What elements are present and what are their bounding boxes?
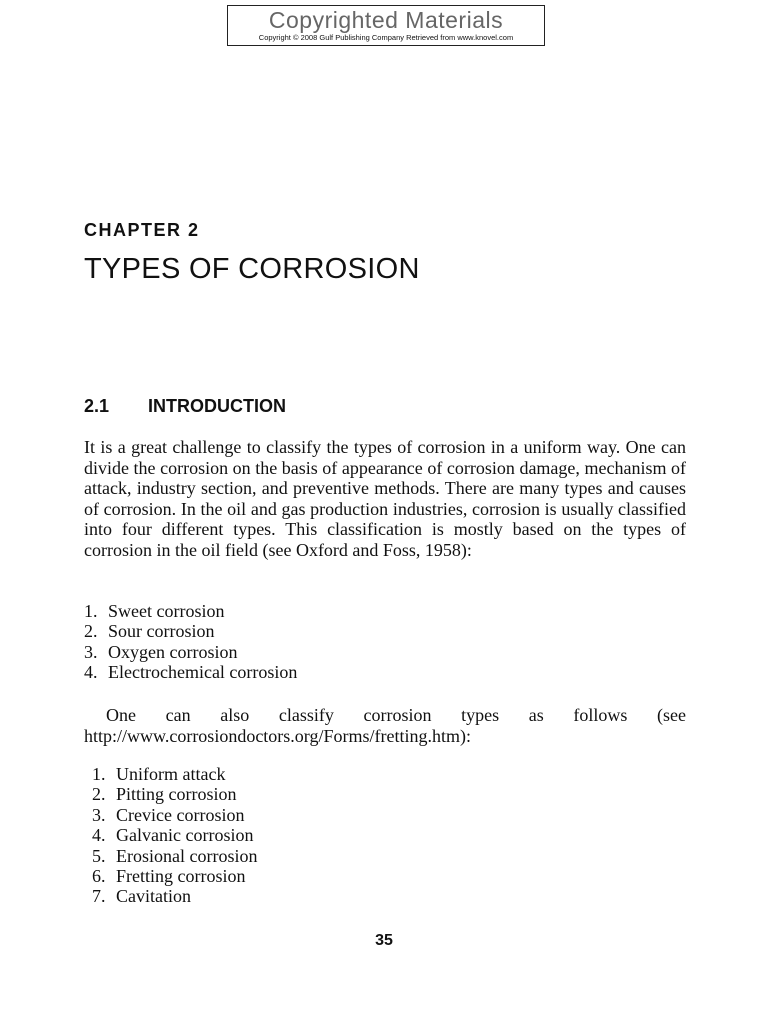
list-number: 4.	[84, 662, 98, 683]
section-title: INTRODUCTION	[148, 396, 286, 416]
list-number: 6.	[92, 866, 106, 887]
list-number: 5.	[92, 845, 106, 866]
list-number: 3.	[92, 804, 106, 825]
list-number: 2.	[92, 784, 106, 805]
intro-paragraph: It is a great challenge to classify the types of corrosion in a uniform way. One can divide the corrosion on the basis of appearance of corrosion damage, mechanism of attack, industry section, and preventive methods. There are many types and causes of corrosion. In the oil and gas production industries, corrosion is usually classified into four different types. This classification is mostly based on the types of corrosion in the oil field (see Oxford and Foss, 1958):	[84, 437, 686, 560]
list-item	[84, 642, 297, 662]
list-item	[92, 846, 257, 866]
copyright-stamp	[227, 5, 545, 46]
list-text: Electrochemical corrosion	[108, 662, 298, 683]
list-text: Cavitation	[116, 886, 191, 907]
list-item	[84, 601, 297, 621]
list-number: 4.	[92, 825, 106, 846]
oilfield-corrosion-list	[84, 601, 297, 683]
list-text: Crevice corrosion	[116, 804, 245, 825]
list-number: 7.	[92, 886, 106, 907]
list-number: 1.	[92, 764, 106, 784]
chapter-title: TYPES OF CORROSION	[84, 253, 420, 285]
page-number: 35	[375, 932, 393, 949]
list-item	[84, 621, 297, 641]
list-text: Sweet corrosion	[108, 601, 225, 621]
list-number: 2.	[84, 621, 98, 642]
general-corrosion-list	[92, 764, 257, 907]
list-number: 1.	[84, 601, 98, 621]
list-item	[92, 886, 257, 906]
list-item	[92, 764, 257, 784]
list-item	[92, 805, 257, 825]
list-item	[92, 784, 257, 804]
chapter-label: CHAPTER 2	[84, 220, 200, 240]
section-heading	[84, 396, 286, 417]
list-item	[92, 866, 257, 886]
list-text: Galvanic corrosion	[116, 825, 254, 846]
list-text: Pitting corrosion	[116, 784, 237, 805]
stamp-title: Copyrighted Materials	[268, 7, 504, 33]
section-number: 2.1	[84, 396, 110, 416]
list-item	[92, 825, 257, 845]
list-text: Oxygen corrosion	[108, 641, 238, 662]
list-item	[84, 662, 297, 682]
list-number: 3.	[84, 641, 98, 662]
list-text: Uniform attack	[116, 764, 226, 784]
list-text: Fretting corrosion	[116, 866, 246, 887]
list-text: Sour corrosion	[108, 621, 215, 642]
stamp-subtitle: Copyright © 2008 Gulf Publishing Company Retrieved from www.knovel.com	[258, 33, 514, 42]
classification-paragraph: One can also classify corrosion types as follows (see http://www.corrosiondoctors.org/Forms/fretting.htm):	[84, 705, 686, 746]
list-text: Erosional corrosion	[116, 845, 258, 866]
